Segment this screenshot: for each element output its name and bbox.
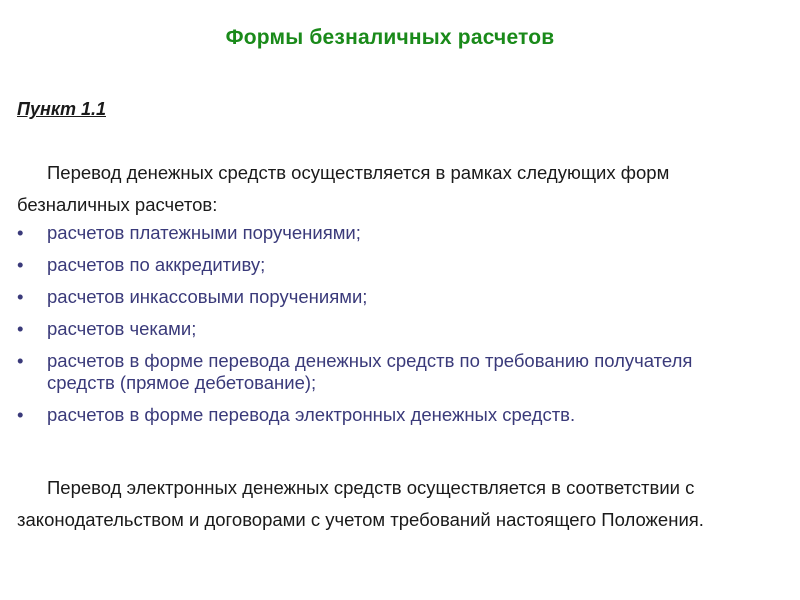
list-item xyxy=(17,350,757,394)
bullet-list xyxy=(17,222,757,436)
list-item-text: расчетов инкассовыми поручениями; xyxy=(47,286,368,307)
list-item xyxy=(17,222,757,244)
bullet-icon: • xyxy=(17,254,24,275)
bullet-icon: • xyxy=(17,350,24,371)
list-item xyxy=(17,318,757,340)
intro-paragraph xyxy=(17,157,777,221)
closing-paragraph xyxy=(17,472,777,536)
list-item-text: расчетов в форме перевода электронных денежных средств. xyxy=(47,404,576,425)
list-item xyxy=(17,286,757,308)
bullet-icon: • xyxy=(17,318,24,339)
bullet-icon: • xyxy=(17,286,24,307)
section-heading: Пункт 1.1 xyxy=(17,99,106,119)
list-item-text: расчетов платежными поручениями; xyxy=(47,222,361,243)
bullet-icon: • xyxy=(17,404,24,425)
intro-text: Перевод денежных средств осуществляется в рамках следующих форм безналичных расчетов: xyxy=(17,162,670,215)
list-item xyxy=(17,254,757,276)
list-item-text: расчетов в форме перевода денежных средств по требованию получателя средств (прямое дебетование); xyxy=(47,350,693,393)
list-item-text: расчетов чеками; xyxy=(47,318,197,339)
list-item-text: расчетов по аккредитиву; xyxy=(47,254,266,275)
closing-text: Перевод электронных денежных средств осуществляется в соответствии с законодательством и договорами с учетом требований настоящего Положения. xyxy=(17,477,704,530)
slide-title: Формы безналичных расчетов xyxy=(225,26,555,49)
list-item xyxy=(17,404,757,426)
bullet-icon: • xyxy=(17,222,24,243)
